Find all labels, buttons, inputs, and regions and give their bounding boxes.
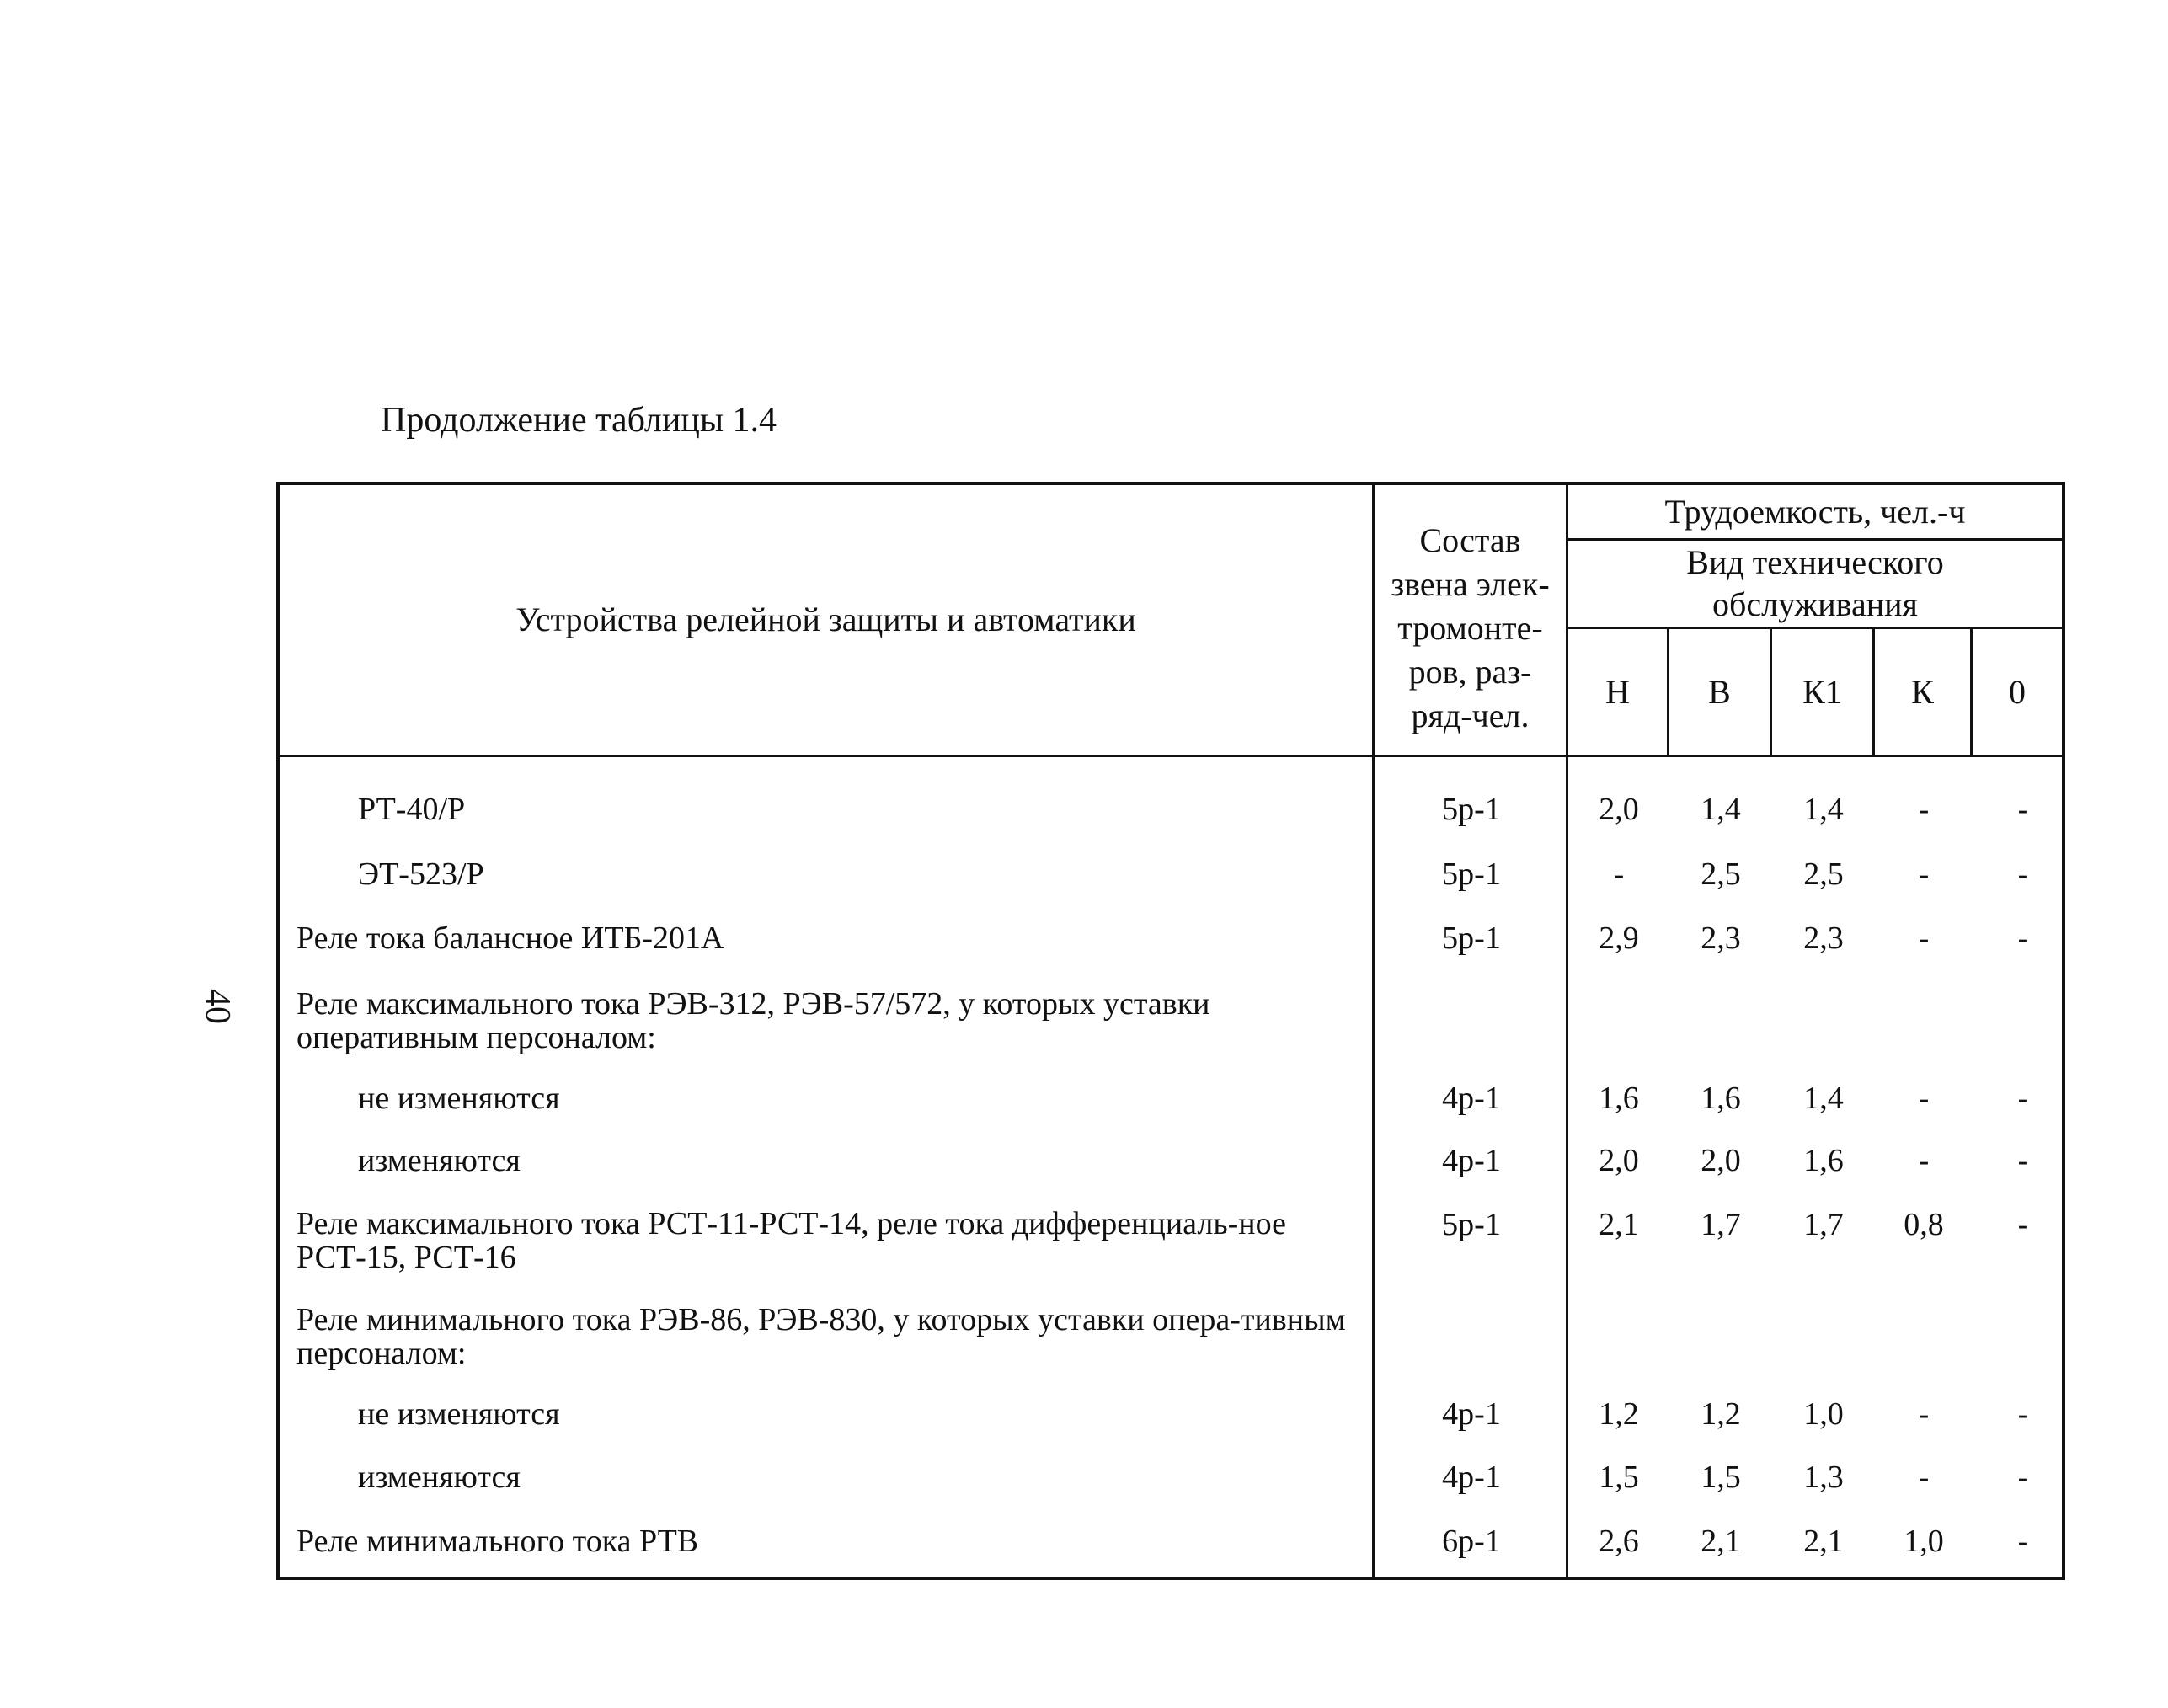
row-device: Реле минимального тока РЭВ-86, РЭВ-830, у которых уставки опера-тивным персоналом:: [296, 1302, 1346, 1371]
row-o: -: [2017, 921, 2029, 956]
row-o: -: [2017, 1081, 2029, 1116]
row-device: не изменяются: [358, 1081, 560, 1116]
row-n: 2,0: [1599, 792, 1639, 827]
row-crew: 5р-1: [1442, 857, 1501, 892]
row-device: ЭТ-523/Р: [358, 857, 484, 892]
row-crew: 4р-1: [1442, 1143, 1501, 1178]
row-n: 2,1: [1599, 1207, 1639, 1242]
row-n: -: [1613, 857, 1625, 892]
row-o: -: [2017, 792, 2029, 827]
row-k: -: [1918, 1143, 1930, 1178]
row-o: -: [2017, 1396, 2029, 1432]
row-k: -: [1918, 792, 1930, 827]
page-number: 40: [198, 989, 237, 1024]
row-k1: 1,4: [1803, 1081, 1844, 1116]
header-labor: Трудоемкость, чел.-ч: [1664, 492, 1966, 531]
row-crew: 4р-1: [1442, 1396, 1501, 1432]
row-k: -: [1918, 857, 1930, 892]
row-device: изменяются: [358, 1460, 521, 1495]
row-v: 2,0: [1701, 1143, 1741, 1178]
row-v: 1,5: [1701, 1460, 1741, 1495]
row-device: изменяются: [358, 1143, 521, 1178]
header-crew: Состав звена элек-тромонте-ров, раз-ряд-чел.: [1391, 521, 1550, 734]
header-device: Устройства релейной защиты и автоматики: [515, 600, 1136, 638]
row-k: 0,8: [1904, 1207, 1944, 1242]
row-v: 2,3: [1701, 921, 1741, 956]
row-device: Реле тока балансное ИТБ-201А: [296, 921, 724, 956]
header-col-k1: К1: [1802, 672, 1842, 711]
row-v: 2,1: [1701, 1524, 1741, 1559]
row-k1: 1,4: [1803, 792, 1844, 827]
row-o: -: [2017, 857, 2029, 892]
row-k1: 2,1: [1803, 1524, 1844, 1559]
row-n: 1,6: [1599, 1081, 1639, 1116]
row-k: -: [1918, 1396, 1930, 1432]
row-n: 1,2: [1599, 1396, 1639, 1432]
row-v: 1,2: [1701, 1396, 1741, 1432]
row-k: -: [1918, 1460, 1930, 1495]
row-k1: 2,5: [1803, 857, 1844, 892]
row-n: 1,5: [1599, 1460, 1639, 1495]
row-n: 2,9: [1599, 921, 1639, 956]
row-k1: 1,7: [1803, 1207, 1844, 1242]
row-device: Реле минимального тока РТВ: [296, 1524, 699, 1559]
divider-header-bottom: [280, 755, 2062, 757]
row-o: -: [2017, 1207, 2029, 1242]
row-v: 1,7: [1701, 1207, 1741, 1242]
row-n: 2,0: [1599, 1143, 1639, 1178]
row-n: 2,6: [1599, 1524, 1639, 1559]
row-v: 1,4: [1701, 792, 1741, 827]
row-o: -: [2017, 1524, 2029, 1559]
header-col-v: В: [1708, 672, 1731, 711]
row-k: -: [1918, 1081, 1930, 1116]
header-service-type: Вид технического обслуживания: [1686, 543, 1944, 623]
header-col-k: К: [1911, 672, 1934, 711]
table-caption: Продолжение таблицы 1.4: [381, 401, 777, 440]
row-crew: 5р-1: [1442, 921, 1501, 956]
row-k1: 1,3: [1803, 1460, 1844, 1495]
row-device: РТ-40/Р: [358, 792, 466, 827]
row-o: -: [2017, 1143, 2029, 1178]
row-v: 1,6: [1701, 1081, 1741, 1116]
row-crew: 5р-1: [1442, 1207, 1501, 1242]
row-o: -: [2017, 1460, 2029, 1495]
header-col-n: Н: [1605, 672, 1630, 711]
row-k1: 2,3: [1803, 921, 1844, 956]
row-crew: 4р-1: [1442, 1081, 1501, 1116]
row-k: -: [1918, 921, 1930, 956]
row-device: Реле максимального тока РСТ-11-РСТ-14, реле тока дифференциаль-ное РСТ-15, РСТ-16: [296, 1206, 1286, 1275]
row-device: Реле максимального тока РЭВ-312, РЭВ-57/572, у которых уставки оперативным персоналом:: [296, 986, 1210, 1055]
row-crew: 4р-1: [1442, 1460, 1501, 1495]
relay-labor-table: [276, 482, 2065, 1580]
row-crew: 5р-1: [1442, 792, 1501, 827]
row-k1: 1,0: [1803, 1396, 1844, 1432]
row-crew: 6р-1: [1442, 1524, 1501, 1559]
row-v: 2,5: [1701, 857, 1741, 892]
row-device: не изменяются: [358, 1396, 560, 1432]
row-k1: 1,6: [1803, 1143, 1844, 1178]
row-k: 1,0: [1904, 1524, 1944, 1559]
header-col-o: 0: [2009, 672, 2026, 711]
